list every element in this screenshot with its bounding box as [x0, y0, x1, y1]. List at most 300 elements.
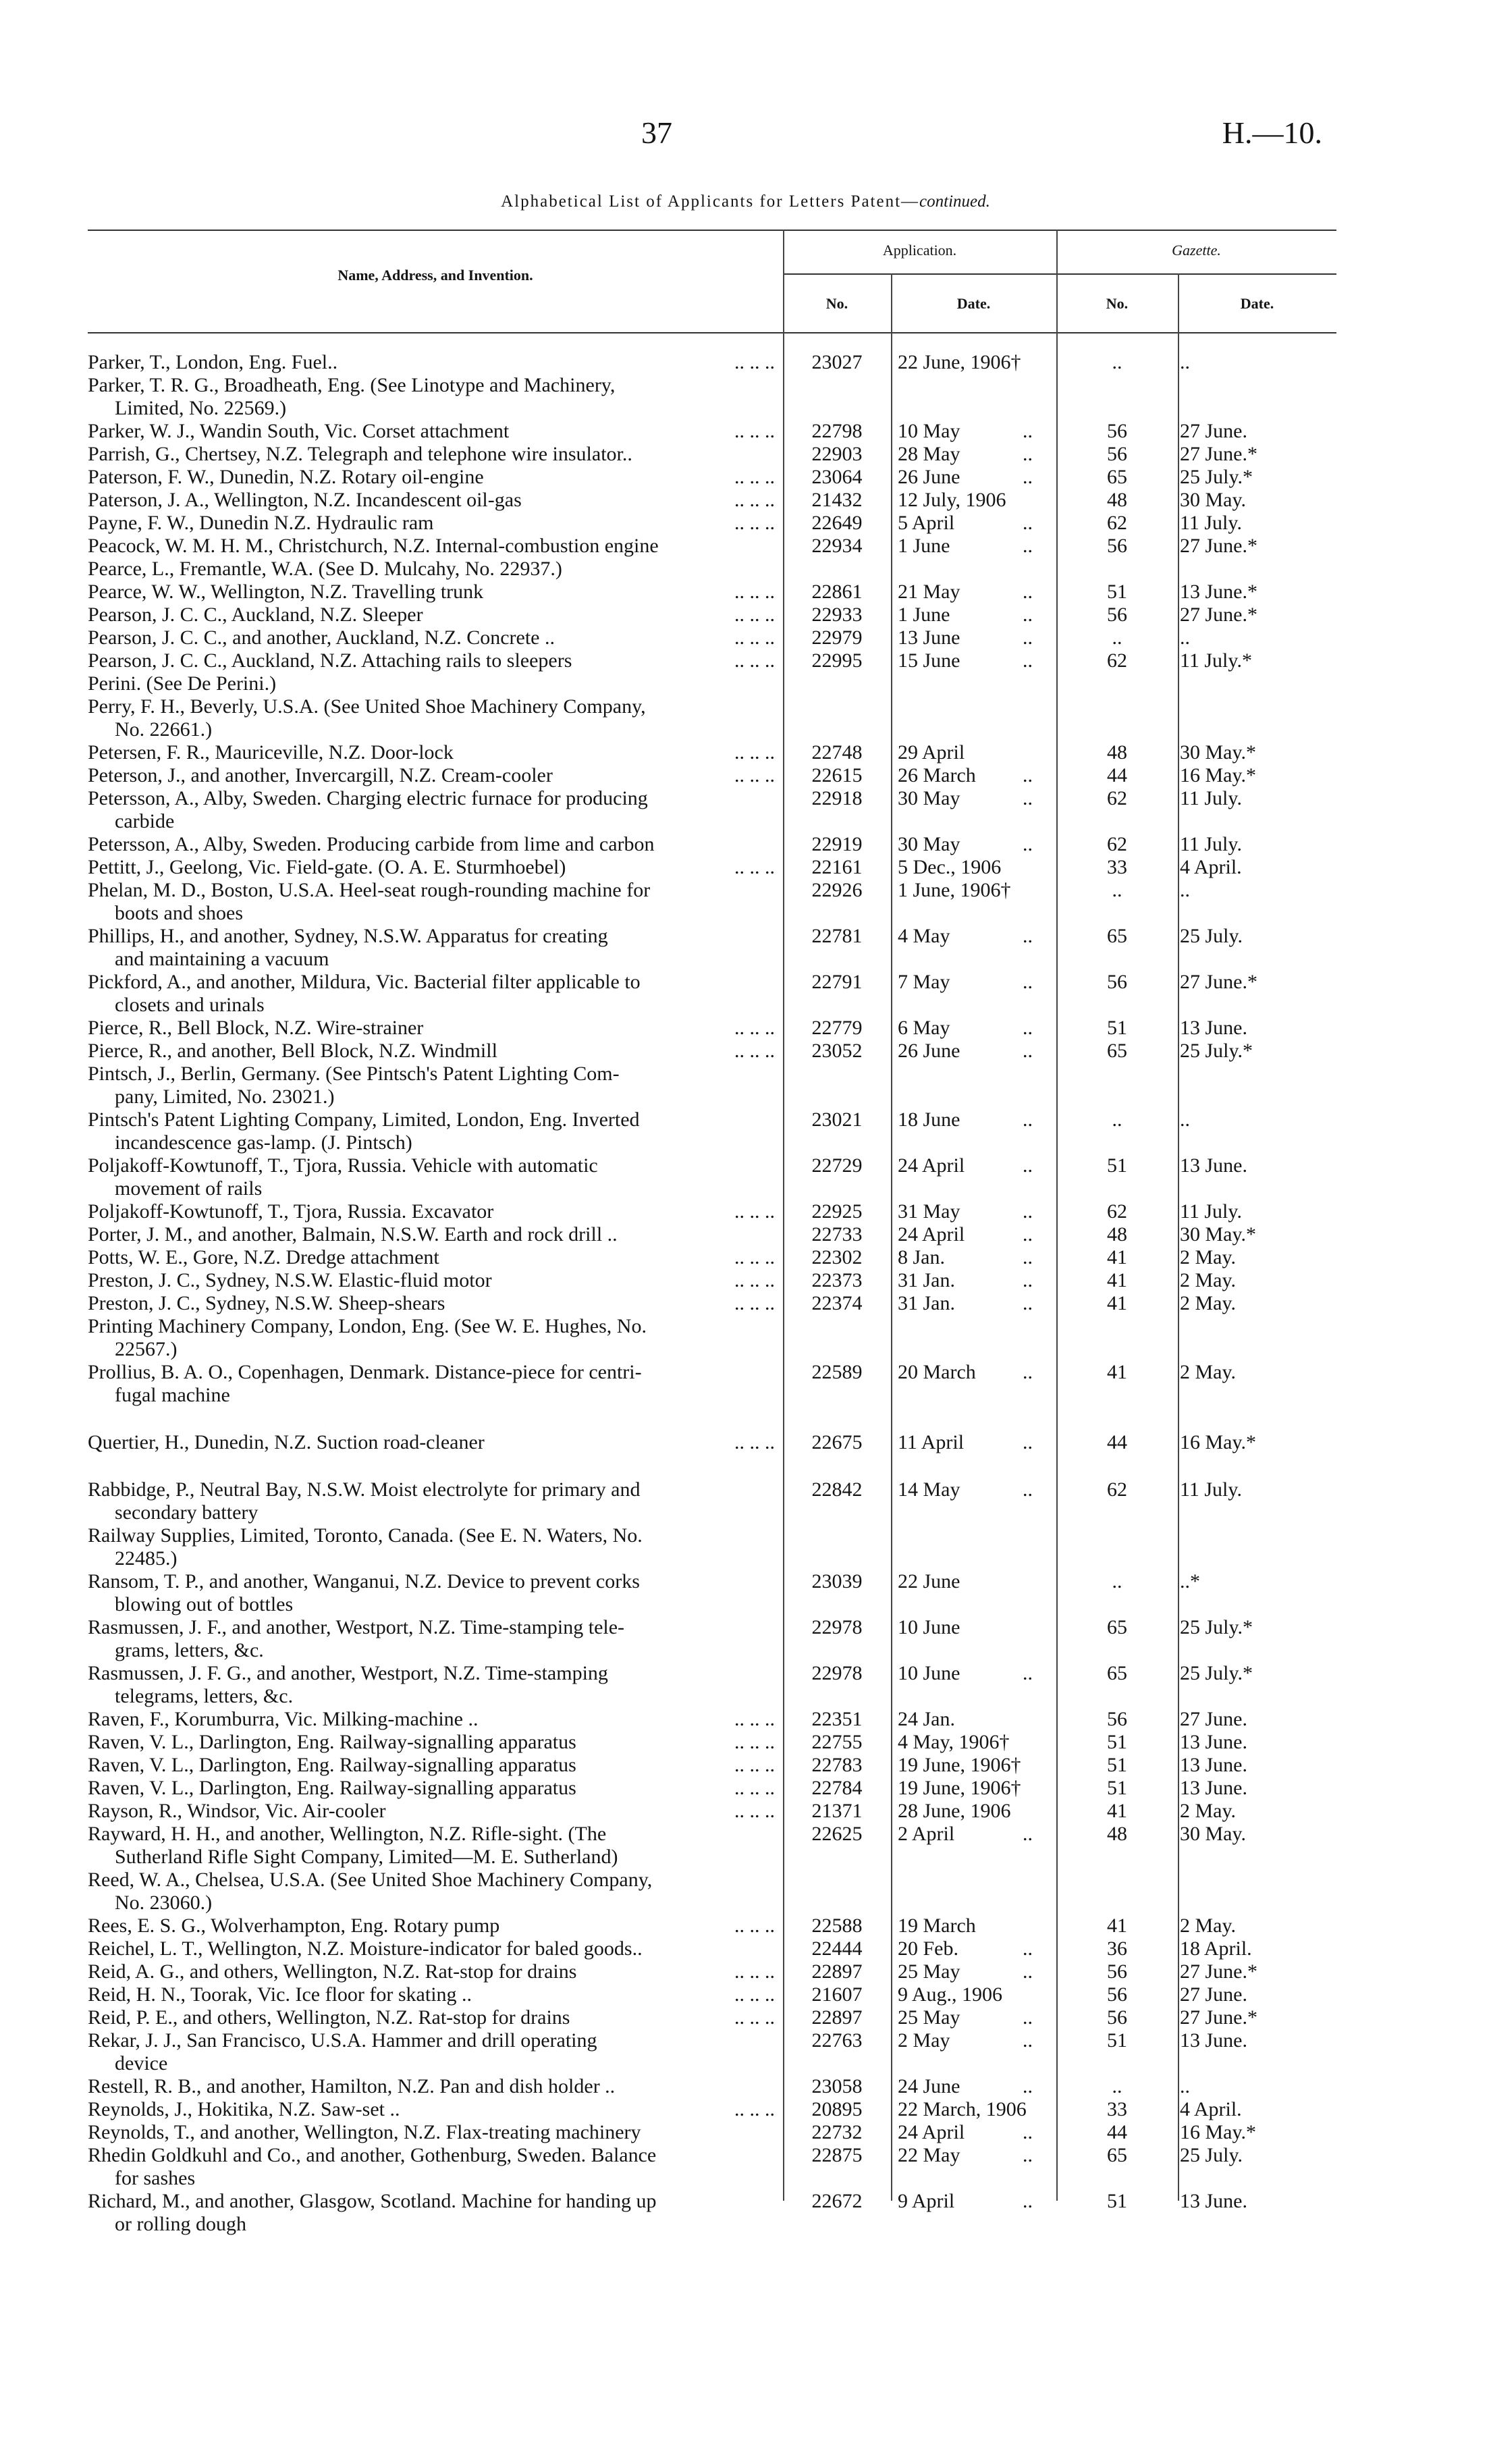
gazette-number: 41 [1107, 1800, 1127, 1822]
page-number: 37 [641, 115, 672, 150]
gazette-date: 11 July. [1180, 1478, 1242, 1501]
gazette-date: 27 June. [1180, 1983, 1247, 2006]
application-date: 31 May [898, 1200, 960, 1223]
applicant-name: Pintsch, J., Berlin, Germany. (See Pintsch's Patent Lighting Com- [88, 1063, 620, 1085]
gazette-date: 13 June. [1180, 2190, 1247, 2212]
date-leader-dots: .. [1023, 1431, 1033, 1453]
gazette-number: 41 [1107, 1246, 1127, 1268]
applicant-entry [88, 1708, 775, 1731]
gazette-date: 30 May.* [1180, 1223, 1257, 1246]
date-leader-dots: .. [1023, 626, 1033, 649]
gazette-date: 27 June. [1180, 1708, 1247, 1730]
applicant-entry [88, 2029, 775, 2075]
table-row [0, 1708, 1491, 1731]
date-leader-dots: .. [1023, 1200, 1033, 1223]
application-number: 22672 [811, 2190, 863, 2212]
application-date: 28 May [898, 443, 960, 465]
application-number: 22302 [811, 1246, 863, 1268]
gazette-date: 16 May.* [1180, 2121, 1257, 2143]
application-number: 23064 [811, 466, 863, 488]
applicant-entry [88, 672, 775, 695]
application-date: 22 March, 1906 [898, 2098, 1027, 2120]
applicant-name-continued: and maintaining a vacuum [115, 948, 329, 970]
applicant-name-continued: blowing out of bottles [115, 1593, 294, 1615]
application-number: 22675 [811, 1431, 863, 1453]
applicant-entry [88, 1223, 775, 1246]
applicant-name: Reynolds, J., Hokitika, N.Z. Saw-set .. [88, 2098, 400, 2120]
applicant-name-continued: Limited, No. 22569.) [115, 397, 287, 419]
gazette-number: 56 [1107, 420, 1127, 442]
applicant-entry [88, 1040, 775, 1063]
date-leader-dots: .. [1023, 1017, 1033, 1039]
application-number: 22934 [811, 535, 863, 557]
table-row [0, 833, 1491, 856]
gazette-number: 65 [1107, 2144, 1127, 2166]
table-row [0, 1869, 1491, 1914]
applicant-name: Phillips, H., and another, Sydney, N.S.W. Apparatus for creating [88, 925, 608, 947]
leader-dots: .. .. .. [734, 1960, 775, 1983]
table-row [0, 1800, 1491, 1823]
applicant-name: Railway Supplies, Limited, Toronto, Canada. (See E. N. Waters, No. [88, 1524, 643, 1547]
applicant-entry [88, 971, 775, 1017]
table-row [0, 1983, 1491, 2006]
applicant-name: Reichel, L. T., Wellington, N.Z. Moisture-indicator for baled goods.. [88, 1937, 643, 1960]
applicant-name-continued: boots and shoes [115, 902, 243, 924]
column-header-app-no: No. [825, 295, 848, 312]
application-number: 22588 [811, 1914, 863, 1937]
date-leader-dots: .. [1023, 1361, 1033, 1383]
applicant-name-continued: secondary battery [115, 1501, 259, 1524]
applicant-entry [88, 1200, 775, 1223]
gazette-number: 33 [1107, 2098, 1127, 2120]
applicant-entry [88, 1869, 775, 1914]
gazette-number: 41 [1107, 1914, 1127, 1937]
application-number: 22589 [811, 1361, 863, 1383]
application-number: 23058 [811, 2075, 863, 2097]
gazette-number: 36 [1107, 1937, 1127, 1960]
table-row [0, 856, 1491, 879]
table-row [0, 374, 1491, 420]
table-row [0, 443, 1491, 466]
applicant-name-continued: device [115, 2052, 168, 2074]
header-bottom-rule [88, 332, 1336, 333]
column-header-gaz-date: Date. [1240, 295, 1274, 312]
gazette-number: .. [1112, 351, 1122, 373]
application-number: 22373 [811, 1269, 863, 1291]
applicant-name-continued: movement of rails [115, 1177, 263, 1200]
application-date: 5 April [898, 512, 955, 534]
applicant-name: Rasmussen, J. F. G., and another, Westport, N.Z. Time-stamping [88, 1662, 608, 1684]
application-date: 7 May [898, 971, 950, 993]
date-leader-dots: .. [1023, 1662, 1033, 1684]
applicant-name-continued: No. 22661.) [115, 718, 213, 741]
applicant-name-continued: grams, letters, &c. [115, 1639, 264, 1661]
date-leader-dots: .. [1023, 1823, 1033, 1845]
application-date: 24 April [898, 1223, 965, 1246]
application-number: 22784 [811, 1777, 863, 1799]
gazette-number: 56 [1107, 2006, 1127, 2029]
applicant-name: Rees, E. S. G., Wolverhampton, Eng. Rotary pump [88, 1914, 500, 1937]
leader-dots: .. .. .. [734, 764, 775, 786]
date-leader-dots: .. [1023, 1960, 1033, 1983]
gazette-number: 51 [1107, 2029, 1127, 2052]
applicant-name: Parker, T., London, Eng. Fuel.. [88, 351, 338, 373]
application-date: 26 June [898, 466, 960, 488]
applicant-entry [88, 2075, 775, 2098]
table-row [0, 1914, 1491, 1937]
table-row [0, 971, 1491, 1017]
application-number: 23021 [811, 1108, 863, 1131]
application-date: 13 June [898, 626, 960, 649]
applicant-name: Reid, P. E., and others, Wellington, N.Z. Rat-stop for drains [88, 2006, 570, 2029]
leader-dots: .. .. .. [734, 1914, 775, 1937]
gazette-number: 51 [1107, 1754, 1127, 1776]
application-number: 23039 [811, 1570, 863, 1592]
gazette-date: 27 June.* [1180, 2006, 1257, 2029]
applicant-entry [88, 2098, 775, 2121]
table-row [0, 420, 1491, 443]
application-number: 22918 [811, 787, 863, 809]
gazette-date: 11 July. [1180, 787, 1242, 809]
report-reference: H.—10. [1222, 115, 1322, 150]
applicant-entry [88, 489, 775, 512]
gazette-date: 18 April. [1180, 1937, 1252, 1960]
table-row [0, 604, 1491, 626]
applicant-name: Porter, J. M., and another, Balmain, N.S.W. Earth and rock drill .. [88, 1223, 618, 1246]
gazette-date: 13 June.* [1180, 581, 1257, 603]
applicant-entry [88, 1361, 775, 1407]
application-number: 22729 [811, 1154, 863, 1177]
application-date: 20 Feb. [898, 1937, 958, 1960]
applicant-entry [88, 2121, 775, 2144]
gazette-date: 11 July. [1180, 833, 1242, 855]
applicant-name: Reed, W. A., Chelsea, U.S.A. (See United Shoe Machinery Company, [88, 1869, 653, 1891]
applicant-name-continued: fugal machine [115, 1384, 230, 1406]
applicant-entry [88, 741, 775, 764]
gazette-date: 27 June.* [1180, 535, 1257, 557]
gazette-number: 44 [1107, 2121, 1127, 2143]
date-leader-dots: .. [1023, 2190, 1033, 2212]
date-leader-dots: .. [1023, 535, 1033, 557]
gazette-number: 51 [1107, 1731, 1127, 1753]
applicant-entry [88, 1292, 775, 1315]
leader-dots: .. .. .. [734, 1017, 775, 1039]
applicant-entry [88, 374, 775, 420]
application-date: 19 June, 1906† [898, 1777, 1021, 1799]
applicant-entry [88, 1570, 775, 1616]
applicant-name-continued: No. 23060.) [115, 1892, 213, 1914]
application-number: 22732 [811, 2121, 863, 2143]
application-number: 22933 [811, 604, 863, 626]
gazette-date: 11 July.* [1180, 649, 1252, 672]
application-date: 30 May [898, 787, 960, 809]
table-row [0, 1754, 1491, 1777]
gazette-date: 27 June.* [1180, 443, 1257, 465]
applicant-name: Paterson, J. A., Wellington, N.Z. Incandescent oil-gas [88, 489, 522, 511]
date-leader-dots: .. [1023, 2121, 1033, 2143]
application-date: 24 April [898, 1154, 965, 1177]
applicant-entry [88, 420, 775, 443]
table-row [0, 626, 1491, 649]
application-number: 22161 [811, 856, 863, 878]
table-row [0, 1269, 1491, 1292]
gazette-date: 13 June. [1180, 1154, 1247, 1177]
application-date: 9 Aug., 1906 [898, 1983, 1003, 2006]
gazette-date: 27 June.* [1180, 971, 1257, 993]
applicant-entry [88, 351, 775, 374]
table-row [0, 1154, 1491, 1200]
applicant-name: Peacock, W. M. H. M., Christchurch, N.Z. Internal-combustion engine [88, 535, 659, 557]
application-number: 22733 [811, 1223, 863, 1246]
gazette-date: .. [1180, 351, 1190, 373]
applicant-name: Rekar, J. J., San Francisco, U.S.A. Hammer and drill operating [88, 2029, 597, 2052]
applicant-entry [88, 879, 775, 925]
gazette-date: 30 May. [1180, 489, 1247, 511]
application-date: 6 May [898, 1017, 950, 1039]
gazette-number: .. [1112, 1108, 1122, 1131]
application-date: 22 June, 1906† [898, 351, 1021, 373]
table-row [0, 1777, 1491, 1800]
gazette-date: 25 July. [1180, 2144, 1243, 2166]
application-date: 24 June [898, 2075, 960, 2097]
application-date: 25 May [898, 2006, 960, 2029]
applicant-name: Richard, M., and another, Glasgow, Scotland. Machine for handing up [88, 2190, 657, 2212]
application-date: 20 March [898, 1361, 976, 1383]
table-row [0, 741, 1491, 764]
applicant-entry [88, 604, 775, 626]
gazette-number: 48 [1107, 489, 1127, 511]
table-row [0, 1315, 1491, 1361]
application-date: 15 June [898, 649, 960, 672]
applicant-name: Pickford, A., and another, Mildura, Vic. Bacterial filter applicable to [88, 971, 641, 993]
application-number: 22875 [811, 2144, 863, 2166]
leader-dots: .. .. .. [734, 741, 775, 764]
gazette-date: 2 May. [1180, 1269, 1237, 1291]
applicant-name: Peterson, J., and another, Invercargill, N.Z. Cream-cooler [88, 764, 553, 786]
applicant-name: Reid, A. G., and others, Wellington, N.Z. Rat-stop for drains [88, 1960, 577, 1983]
gazette-number: 41 [1107, 1269, 1127, 1291]
date-leader-dots: .. [1023, 2006, 1033, 2029]
table-row [0, 1960, 1491, 1983]
applicant-entry [88, 856, 775, 879]
table-row [0, 1361, 1491, 1407]
applicant-name: Payne, F. W., Dunedin N.Z. Hydraulic ram [88, 512, 434, 534]
date-leader-dots: .. [1023, 764, 1033, 786]
leader-dots: .. .. .. [734, 1292, 775, 1314]
applicant-entry [88, 2006, 775, 2029]
applicant-name: Pearson, J. C. C., Auckland, N.Z. Attaching rails to sleepers [88, 649, 572, 672]
table-row [0, 2121, 1491, 2144]
applicant-name: Poljakoff-Kowtunoff, T., Tjora, Russia. Vehicle with automatic [88, 1154, 598, 1177]
gazette-number: 56 [1107, 604, 1127, 626]
applicant-entry [88, 535, 775, 558]
gazette-number: 62 [1107, 787, 1127, 809]
table-row [0, 1731, 1491, 1754]
leader-dots: .. .. .. [734, 1269, 775, 1291]
application-number: 22783 [811, 1754, 863, 1776]
applicant-entry [88, 1823, 775, 1869]
gazette-number: 62 [1107, 1200, 1127, 1223]
table-row [0, 351, 1491, 374]
table-row [0, 672, 1491, 695]
application-number: 22748 [811, 741, 863, 764]
gazette-number: 48 [1107, 741, 1127, 764]
title-main: Alphabetical List of Applicants for Letters Patent [501, 192, 902, 211]
leader-dots: .. .. .. [734, 649, 775, 672]
applicant-entry [88, 787, 775, 833]
table-row [0, 1108, 1491, 1154]
applicant-name: Pearson, J. C. C., Auckland, N.Z. Sleeper [88, 604, 423, 626]
gazette-number: 33 [1107, 856, 1127, 878]
applicant-name-continued: carbide [115, 810, 175, 832]
applicant-name-continued: incandescence gas-lamp. (J. Pintsch) [115, 1131, 412, 1154]
applicant-name: Parker, W. J., Wandin South, Vic. Corset attachment [88, 420, 510, 442]
table-row [0, 2075, 1491, 2098]
gazette-date: 13 June. [1180, 2029, 1247, 2052]
applicant-name: Reid, H. N., Toorak, Vic. Ice floor for skating .. [88, 1983, 472, 2006]
column-header-gazette: Gazette. [1172, 242, 1221, 259]
applicant-name: Raven, V. L., Darlington, Eng. Railway-signalling apparatus [88, 1754, 576, 1776]
application-number: 22351 [811, 1708, 863, 1730]
gazette-date: 16 May.* [1180, 764, 1257, 786]
applicant-entry [88, 1478, 775, 1524]
applicant-name: Pettitt, J., Geelong, Vic. Field-gate. (O. A. E. Sturmhoebel) [88, 856, 566, 878]
gazette-date: 2 May. [1180, 1914, 1237, 1937]
table-row [0, 2144, 1491, 2190]
date-leader-dots: .. [1023, 2075, 1033, 2097]
gazette-date: 2 May. [1180, 1800, 1237, 1822]
applicant-name: Raven, F., Korumburra, Vic. Milking-machine .. [88, 1708, 479, 1730]
applicant-name: Rhedin Goldkuhl and Co., and another, Gothenburg, Sweden. Balance [88, 2144, 657, 2166]
applicant-entry [88, 1315, 775, 1361]
application-date: 18 June [898, 1108, 960, 1131]
application-date: 4 May [898, 925, 950, 947]
header-top-rule [88, 230, 1336, 231]
application-date: 2 May [898, 2029, 950, 2052]
leader-dots: .. .. .. [734, 1200, 775, 1223]
date-leader-dots: .. [1023, 971, 1033, 993]
application-date: 31 Jan. [898, 1292, 955, 1314]
leader-dots: .. .. .. [734, 1246, 775, 1268]
application-number: 22978 [811, 1662, 863, 1684]
applicant-name: Poljakoff-Kowtunoff, T., Tjora, Russia. Excavator [88, 1200, 494, 1223]
title-continued: continued. [919, 192, 990, 211]
application-number: 22897 [811, 1960, 863, 1983]
applicant-entry [88, 1017, 775, 1040]
application-number: 22919 [811, 833, 863, 855]
applicant-entry [88, 695, 775, 741]
table-row [0, 2098, 1491, 2121]
table-row [0, 512, 1491, 535]
application-date: 9 April [898, 2190, 955, 2212]
applicant-name: Parker, T. R. G., Broadheath, Eng. (See Linotype and Machinery, [88, 374, 616, 396]
applicant-entry [88, 466, 775, 489]
applicant-entry [88, 1983, 775, 2006]
applicant-entry [88, 558, 775, 581]
applicant-entry [88, 581, 775, 604]
application-date: 26 March [898, 764, 976, 786]
gazette-date: 2 May. [1180, 1246, 1237, 1268]
table-row [0, 2029, 1491, 2075]
application-number: 21432 [811, 489, 863, 511]
gazette-number: 51 [1107, 581, 1127, 603]
gazette-date: 25 July.* [1180, 1616, 1253, 1638]
applicant-name: Pierce, R., Bell Block, N.Z. Wire-strainer [88, 1017, 424, 1039]
gazette-number: 41 [1107, 1292, 1127, 1314]
gazette-number: 44 [1107, 764, 1127, 786]
application-date: 19 March [898, 1914, 976, 1937]
table-row [0, 1823, 1491, 1869]
gazette-number: 62 [1107, 833, 1127, 855]
applicant-entry [88, 1616, 775, 1662]
table-row [0, 1524, 1491, 1570]
leader-dots: .. .. .. [734, 1708, 775, 1730]
leader-dots: .. .. .. [734, 1777, 775, 1799]
table-row [0, 1937, 1491, 1960]
gazette-date: 4 April. [1180, 2098, 1242, 2120]
date-leader-dots: .. [1023, 420, 1033, 442]
leader-dots: .. .. .. [734, 2006, 775, 2029]
applicant-entry [88, 1269, 775, 1292]
gazette-date: 13 June. [1180, 1731, 1247, 1753]
table-row [0, 1017, 1491, 1040]
application-date: 28 June, 1906 [898, 1800, 1011, 1822]
applicant-entry [88, 1154, 775, 1200]
gazette-date: .. [1180, 879, 1190, 901]
table-row [0, 1616, 1491, 1662]
application-number: 23027 [811, 351, 863, 373]
applicant-name: Petersen, F. R., Mauriceville, N.Z. Door-lock [88, 741, 454, 764]
applicant-name: Petersson, A., Alby, Sweden. Producing carbide from lime and carbon [88, 833, 655, 855]
applicant-entry [88, 1246, 775, 1269]
gazette-date: 11 July. [1180, 512, 1242, 534]
date-leader-dots: .. [1023, 1269, 1033, 1291]
date-leader-dots: .. [1023, 1292, 1033, 1314]
table-row [0, 925, 1491, 971]
applicant-name: Rasmussen, J. F., and another, Westport, N.Z. Time-stamping tele- [88, 1616, 625, 1638]
applicant-entry [88, 1914, 775, 1937]
application-date: 26 June [898, 1040, 960, 1062]
column-header-gaz-no: No. [1106, 295, 1129, 312]
gazette-date: 2 May. [1180, 1361, 1237, 1383]
gazette-date: 30 May. [1180, 1823, 1247, 1845]
gazette-date: .. [1180, 2075, 1190, 2097]
applicant-list [0, 351, 1491, 2236]
table-row [0, 1478, 1491, 1524]
applicant-entry [88, 1800, 775, 1823]
table-row [0, 695, 1491, 741]
applicant-entry [88, 1063, 775, 1108]
leader-dots: .. .. .. [734, 1754, 775, 1776]
gazette-date: 13 June. [1180, 1017, 1247, 1039]
gazette-number: 65 [1107, 1662, 1127, 1684]
gazette-date: 4 April. [1180, 856, 1242, 878]
gazette-number: 56 [1107, 535, 1127, 557]
gazette-number: 56 [1107, 1983, 1127, 2006]
gazette-number: .. [1112, 2075, 1122, 2097]
application-number: 22842 [811, 1478, 863, 1501]
date-leader-dots: .. [1023, 581, 1033, 603]
date-leader-dots: .. [1023, 1246, 1033, 1268]
applicant-name: Perry, F. H., Beverly, U.S.A. (See United Shoe Machinery Company, [88, 695, 646, 718]
gazette-number: 56 [1107, 1708, 1127, 1730]
date-leader-dots: .. [1023, 2144, 1033, 2166]
applicant-name: Pearson, J. C. C., and another, Auckland, N.Z. Concrete .. [88, 626, 555, 649]
applicant-entry [88, 1731, 775, 1754]
gazette-number: 65 [1107, 1616, 1127, 1638]
application-number: 21371 [811, 1800, 863, 1822]
leader-dots: .. .. .. [734, 604, 775, 626]
